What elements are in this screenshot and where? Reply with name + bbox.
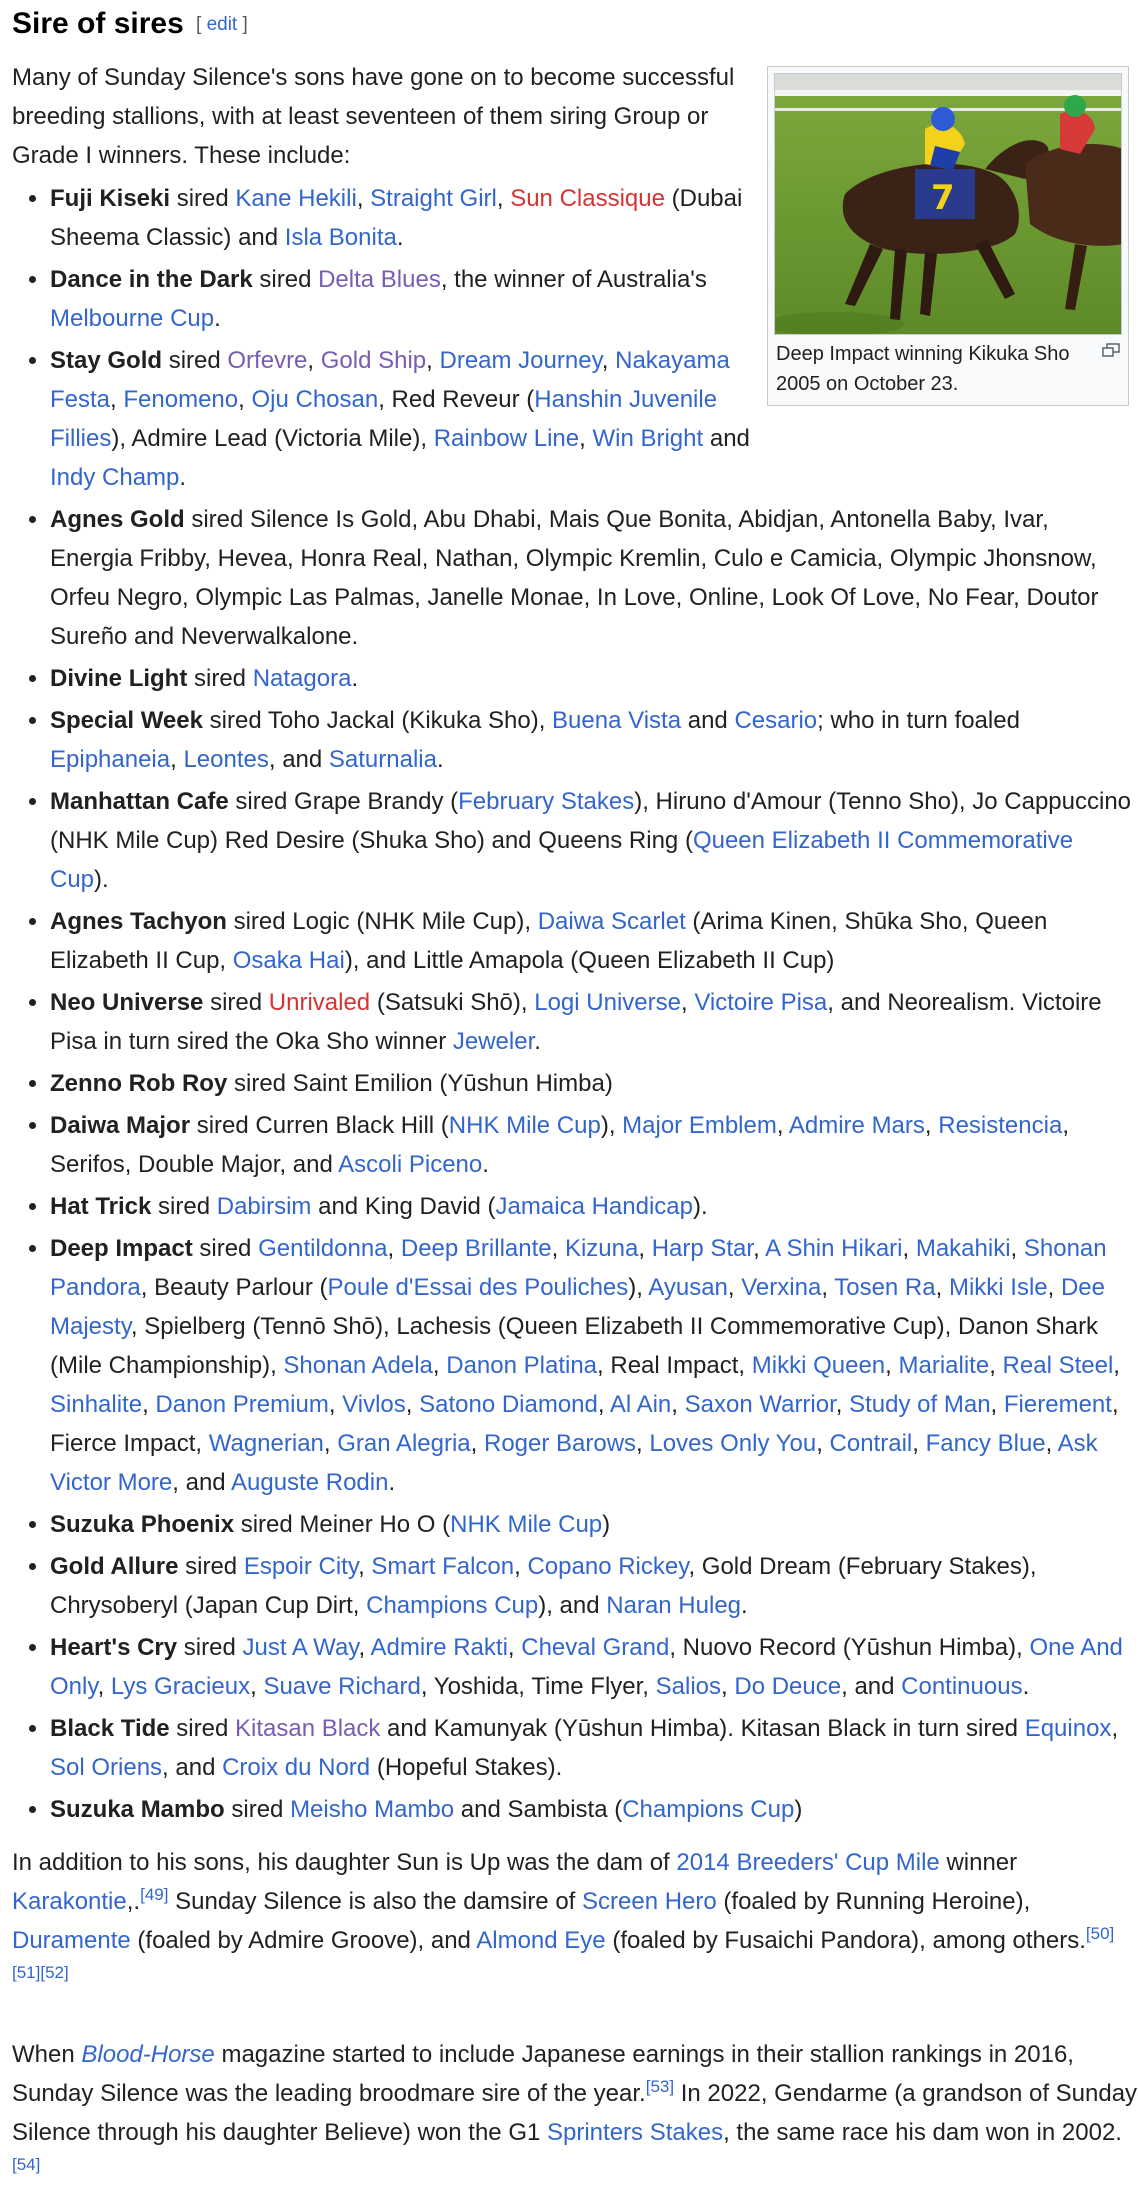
wiki-link[interactable]: Major Emblem xyxy=(622,1112,777,1139)
sire-name: Heart's Cry xyxy=(50,1634,178,1661)
wiki-link[interactable]: Marialite xyxy=(898,1352,990,1379)
list-item xyxy=(50,260,750,338)
text-run: sired Grape Brandy ( xyxy=(228,788,459,815)
wiki-link[interactable]: Naran Huleg xyxy=(606,1592,742,1619)
sire-name: Suzuka Phoenix xyxy=(50,1511,235,1538)
text-run: , xyxy=(110,386,124,413)
sire-name: Agnes Gold xyxy=(50,506,185,533)
text-run: , xyxy=(358,1634,371,1661)
wiki-link[interactable]: Victoire Pisa xyxy=(694,989,828,1016)
text-run: , xyxy=(990,1391,1004,1418)
text-run: magazine started to include Japanese earnings in their stallion rankings in 2016, Sunday Silence was the leading broodmare sire of the year. xyxy=(12,2041,1074,2107)
text-run: and Sambista ( xyxy=(454,1796,623,1823)
text-run: , xyxy=(496,185,511,212)
wiki-link[interactable]: Admire Mars xyxy=(788,1112,925,1139)
wiki-link[interactable]: Duramente xyxy=(12,1927,131,1954)
wiki-link[interactable]: Gran Alegria xyxy=(337,1430,471,1457)
wiki-link[interactable]: Blood-Horse xyxy=(81,2041,215,2068)
text-run: sired xyxy=(162,347,228,374)
wiki-link[interactable]: Fancy Blue xyxy=(925,1430,1046,1457)
text-run: and Kamunyak (Yūshun Himba). Kitasan Black in turn sired xyxy=(380,1715,1025,1742)
list-item xyxy=(50,1106,1138,1184)
sire-name: Special Week xyxy=(50,707,203,734)
wiki-link[interactable]: Makahiki xyxy=(915,1235,1011,1262)
wiki-link[interactable]: Al Ain xyxy=(609,1391,672,1418)
text-run: ), xyxy=(600,1112,623,1139)
list-item xyxy=(50,1547,1138,1625)
list-item xyxy=(50,1229,1138,1502)
text-run: (foaled by Admire Groove), and xyxy=(130,1927,477,1954)
text-run: , xyxy=(597,1391,610,1418)
text-run: ), and Little Amapola (Queen Elizabeth II Cup) xyxy=(344,947,835,974)
text-run: and xyxy=(681,707,735,734)
text-run: , Fierce Impact, xyxy=(50,1391,1119,1457)
text-run: When xyxy=(12,2041,82,2068)
wiki-link[interactable]: February Stakes xyxy=(458,788,635,815)
text-run: , xyxy=(356,185,371,212)
wiki-link[interactable]: Harp Star xyxy=(651,1235,754,1262)
text-run: , the same race his dam won in 2002. xyxy=(723,2119,1122,2146)
wiki-link[interactable]: Study of Man xyxy=(849,1391,991,1418)
text-run: , xyxy=(912,1430,926,1457)
wiki-link[interactable]: Deep Brillante xyxy=(400,1235,552,1262)
text-run: , xyxy=(1010,1235,1024,1262)
citation-link[interactable]: [52] xyxy=(40,1963,69,1982)
text-run: , the winner of Australia's xyxy=(440,266,707,293)
text-run: . xyxy=(351,665,359,692)
text-run: , xyxy=(902,1235,916,1262)
list-item xyxy=(50,1505,1138,1544)
text-run: In 2022, Gendarme (a grandson of Sunday Silence through his daughter Believe) won the G1 xyxy=(12,2080,1138,2146)
wiki-link[interactable]: Fierement xyxy=(1003,1391,1112,1418)
text-run: , xyxy=(816,1430,830,1457)
text-run: ) xyxy=(602,1511,611,1538)
wiki-link[interactable]: Natagora xyxy=(252,665,352,692)
wiki-link[interactable]: One And Only xyxy=(50,1634,1123,1700)
text-run: ; who in turn foaled xyxy=(817,707,1020,734)
wiki-link[interactable]: Dream Journey xyxy=(439,347,602,374)
text-run: sired xyxy=(177,1634,243,1661)
text-run: sired xyxy=(169,1715,235,1742)
text-run: sired Logic (NHK Mile Cup), xyxy=(226,908,538,935)
text-run: , xyxy=(470,1430,484,1457)
text-run: , xyxy=(636,1430,650,1457)
wiki-link[interactable]: Tosen Ra xyxy=(834,1274,936,1301)
text-run: sired xyxy=(170,185,236,212)
paragraph-gap xyxy=(12,1999,1138,2035)
text-run: . xyxy=(179,464,187,491)
text-run: (Hopeful Stakes). xyxy=(370,1754,563,1781)
citation-link[interactable]: [49] xyxy=(140,1885,169,1904)
sire-name: Black Tide xyxy=(50,1715,170,1742)
text-run: , xyxy=(821,1274,835,1301)
wiki-link[interactable]: Delta Blues xyxy=(318,266,441,293)
list-item xyxy=(50,1064,1138,1103)
citation-link[interactable]: [53] xyxy=(645,2077,675,2096)
wiki-link[interactable]: Sol Oriens xyxy=(50,1754,163,1781)
wiki-link[interactable]: Cheval Grand xyxy=(521,1634,670,1661)
wiki-link[interactable]: Jamaica Handicap xyxy=(495,1193,693,1220)
citation xyxy=(646,2077,674,2096)
sire-name: Manhattan Cafe xyxy=(50,788,229,815)
wiki-link[interactable]: Epiphaneia xyxy=(50,746,171,773)
text-run: , and xyxy=(268,746,329,773)
text-run: , xyxy=(1047,1274,1061,1301)
list-item xyxy=(50,782,1138,899)
wiki-link[interactable]: Meisho Mambo xyxy=(290,1796,455,1823)
text-run: , xyxy=(835,1391,850,1418)
sire-name: Dance in the Dark xyxy=(50,266,253,293)
list-item xyxy=(50,1709,1138,1787)
text-run: , xyxy=(721,1673,735,1700)
wiki-link[interactable]: Continuous xyxy=(901,1673,1023,1700)
wiki-link[interactable]: Leontes xyxy=(183,746,269,773)
wiki-link[interactable]: Dee Majesty xyxy=(50,1274,1105,1340)
wiki-link[interactable]: Satono Diamond xyxy=(419,1391,598,1418)
wiki-link[interactable]: Sinhalite xyxy=(50,1391,143,1418)
wiki-link[interactable]: Auguste Rodin xyxy=(231,1469,389,1496)
list-item xyxy=(50,902,1138,980)
wiki-link[interactable]: Fenomeno xyxy=(123,386,239,413)
text-run: ). xyxy=(692,1193,708,1220)
wiki-link[interactable]: Jeweler xyxy=(452,1028,535,1055)
wiki-link[interactable]: Isla Bonita xyxy=(284,224,397,251)
wiki-link[interactable]: Danon Premium xyxy=(155,1391,329,1418)
text-run: , Real Impact, xyxy=(597,1352,752,1379)
wiki-link[interactable]: Wagnerian xyxy=(208,1430,324,1457)
svg-text:7: 7 xyxy=(931,178,955,218)
text-run: , xyxy=(601,347,616,374)
text-run: , xyxy=(426,347,440,374)
wiki-link[interactable]: Vivlos xyxy=(342,1391,406,1418)
wiki-link[interactable]: Nakayama Festa xyxy=(50,347,730,413)
wiki-link[interactable]: Admire Rakti xyxy=(370,1634,508,1661)
text-run: . xyxy=(214,305,221,332)
figure-caption: Deep Impact winning Kikuka Sho 2005 on October 23. xyxy=(776,343,1070,395)
text-run: sired xyxy=(203,989,269,1016)
wiki-link[interactable]: 2014 Breeders' Cup Mile xyxy=(676,1849,940,1876)
sire-name: Stay Gold xyxy=(50,347,163,374)
text-run: ). xyxy=(94,866,109,893)
wiki-link[interactable]: Indy Champ xyxy=(50,464,180,491)
text-run: . xyxy=(482,1151,489,1178)
sire-name: Fuji Kiseki xyxy=(50,185,171,212)
wiki-link[interactable]: Unrivaled xyxy=(268,989,371,1016)
text-run: (foaled by Running Heroine), xyxy=(716,1888,1031,1915)
daughters-paragraph xyxy=(12,1843,1138,1999)
text-run: , Beauty Parlour ( xyxy=(140,1274,328,1301)
wiki-link[interactable]: Loves Only You xyxy=(649,1430,817,1457)
list-item xyxy=(50,983,1138,1061)
text-run: In addition to his sons, his daughter Sun is Up was the dam of xyxy=(12,1849,677,1876)
citation-link[interactable]: [50] xyxy=(1085,1924,1115,1943)
text-run: , and xyxy=(172,1469,231,1496)
text-run: ) xyxy=(794,1796,803,1823)
text-run: (Arima Kinen, Shūka Sho, Queen Elizabeth II Cup, xyxy=(50,908,1048,974)
sire-name: Neo Universe xyxy=(50,989,204,1016)
wiki-link[interactable]: Daiwa Scarlet xyxy=(537,908,686,935)
text-run: ), Admire Lead (Victoria Mile), xyxy=(111,425,434,452)
text-run: , and xyxy=(841,1673,902,1700)
wiki-link[interactable]: Croix du Nord xyxy=(222,1754,371,1781)
text-run: , xyxy=(142,1391,156,1418)
sire-name: Zenno Rob Roy xyxy=(50,1070,228,1097)
wiki-link[interactable]: Kane Hekili xyxy=(235,185,357,212)
sire-name: Agnes Tachyon xyxy=(50,908,227,935)
text-run: sired xyxy=(252,266,319,293)
text-run: , xyxy=(250,1673,264,1700)
wiki-link[interactable]: Do Deuce xyxy=(734,1673,842,1700)
wiki-link[interactable]: Copano Rickey xyxy=(527,1553,689,1580)
text-run: , Spielberg (Tennō Shō), Lachesis (Queen Elizabeth II Commemorative Cup), Danon Shark (Mile Championship), xyxy=(50,1313,1099,1379)
wiki-link[interactable]: Screen Hero xyxy=(582,1888,717,1915)
text-run: sired Saint Emilion (Yūshun Himba) xyxy=(227,1070,613,1097)
list-item xyxy=(50,1628,1138,1706)
wiki-link[interactable]: Almond Eye xyxy=(476,1927,606,1954)
citation xyxy=(12,1963,40,1982)
wiki-link[interactable]: NHK Mile Cup xyxy=(450,1511,603,1538)
wiki-link[interactable]: Ask Victor More xyxy=(50,1430,1098,1496)
text-run: sired Curren Black Hill ( xyxy=(190,1112,449,1139)
wiki-link[interactable]: Saturnalia xyxy=(328,746,437,773)
wiki-link[interactable]: Resistencia xyxy=(938,1112,1063,1139)
text-run: ), Hiruno d'Amour (Tenno Sho), Jo Cappuccino (NHK Mile Cup) Red Desire (Shuka Sho) and Queens Ring ( xyxy=(50,788,1132,854)
italic-wrapper xyxy=(81,2041,214,2068)
list-item xyxy=(50,659,1138,698)
sire-name: Daiwa Major xyxy=(50,1112,191,1139)
wiki-link[interactable]: Poule d'Essai des Pouliches xyxy=(327,1274,629,1301)
text-run: , Gold Dream (February Stakes), Chrysoberyl (Japan Cup Dirt, xyxy=(50,1553,1037,1619)
text-run: . xyxy=(741,1592,748,1619)
wiki-link[interactable]: Straight Girl xyxy=(370,185,497,212)
text-run: , xyxy=(432,1352,447,1379)
wiki-link[interactable]: Win Bright xyxy=(592,425,704,452)
wiki-link[interactable]: Mikki Queen xyxy=(751,1352,886,1379)
text-run: sired xyxy=(192,1235,259,1262)
wiki-link[interactable]: Salios xyxy=(655,1673,722,1700)
text-run: , xyxy=(507,1634,522,1661)
edit-section xyxy=(196,10,248,40)
text-run: sired xyxy=(178,1553,244,1580)
text-run: , xyxy=(1111,1715,1119,1742)
wiki-link[interactable]: NHK Mile Cup xyxy=(448,1112,601,1139)
wiki-link[interactable]: Buena Vista xyxy=(552,707,682,734)
text-run: , xyxy=(885,1352,899,1379)
text-run: ), and xyxy=(538,1592,607,1619)
edit-bracket-open: [ xyxy=(196,14,207,35)
citation-link[interactable]: [54] xyxy=(12,2155,41,2174)
text-run: , xyxy=(514,1553,528,1580)
text-run: sired Toho Jackal (Kikuka Sho), xyxy=(202,707,553,734)
wiki-link[interactable]: Gentildonna xyxy=(258,1235,388,1262)
sire-name: Deep Impact xyxy=(50,1235,193,1262)
text-run: , xyxy=(238,386,252,413)
wiki-link[interactable]: Sprinters Stakes xyxy=(547,2119,724,2146)
text-run: , xyxy=(680,989,695,1016)
sire-name: Gold Allure xyxy=(50,1553,179,1580)
wiki-link[interactable]: Contrail xyxy=(829,1430,913,1457)
text-run: , xyxy=(328,1391,343,1418)
text-run: , xyxy=(753,1235,766,1262)
text-run: , xyxy=(924,1112,939,1139)
text-run: Sunday Silence is also the damsire of xyxy=(168,1888,583,1915)
wiki-link[interactable]: Osaka Hai xyxy=(232,947,345,974)
wiki-link[interactable]: Ayusan xyxy=(648,1274,728,1301)
text-run: , xyxy=(97,1673,111,1700)
text-run: , xyxy=(323,1430,338,1457)
wiki-link[interactable]: Suave Richard xyxy=(263,1673,421,1700)
text-run: (Dubai Sheema Classic) and xyxy=(50,185,743,251)
wiki-link[interactable]: Smart Falcon xyxy=(371,1553,515,1580)
text-run: ,. xyxy=(126,1888,141,1915)
text-run: , xyxy=(170,746,184,773)
wiki-link[interactable]: Melbourne Cup xyxy=(50,305,215,332)
text-run: sired Silence Is Gold, Abu Dhabi, Mais Que Bonita, Abidjan, Antonella Baby, Ivar, Energia Fribby, Hevea, Honra Real, Nathan, Olympic Kremlin, Culo e Camicia, Olympic Jhonsnow, Orfeu Negro, Olympic Las Palmas, Janelle Monae, In Love, Online, Look Of Love, No Fear, Doutor Sureño and Neverwalkalone. xyxy=(50,506,1099,650)
text-run: . xyxy=(388,1469,396,1496)
text-run: , Nuovo Record (Yūshun Himba), xyxy=(669,1634,1030,1661)
text-run: . xyxy=(1022,1673,1030,1700)
citation xyxy=(1086,1924,1114,1943)
wiki-link[interactable]: Orfevre xyxy=(227,347,308,374)
wiki-link[interactable]: Espoir City xyxy=(243,1553,359,1580)
text-run: , xyxy=(1045,1430,1058,1457)
edit-link[interactable]: edit xyxy=(206,14,238,35)
text-run: , xyxy=(638,1235,652,1262)
wiki-link[interactable]: Danon Platina xyxy=(446,1352,598,1379)
wiki-link[interactable]: Shonan Pandora xyxy=(50,1235,1107,1301)
wiki-link[interactable]: Dabirsim xyxy=(216,1193,312,1220)
wiki-link[interactable]: A Shin Hikari xyxy=(765,1235,903,1262)
citation-link[interactable]: [51] xyxy=(12,1963,41,1982)
wiki-link[interactable]: Kizuna xyxy=(564,1235,639,1262)
section-body xyxy=(12,58,1138,2191)
wiki-link[interactable]: Saxon Warrior xyxy=(684,1391,836,1418)
wiki-link[interactable]: Mikki Isle xyxy=(948,1274,1048,1301)
wiki-link[interactable]: Roger Barows xyxy=(483,1430,637,1457)
text-run: , xyxy=(387,1235,401,1262)
list-item xyxy=(50,341,750,497)
wiki-link[interactable]: Rainbow Line xyxy=(433,425,580,452)
text-run: . xyxy=(396,224,404,251)
sire-name: Suzuka Mambo xyxy=(50,1796,225,1823)
text-run: , xyxy=(579,425,593,452)
text-run: , xyxy=(671,1391,685,1418)
edit-bracket-close: ] xyxy=(237,14,248,35)
intro-paragraph: Many of Sunday Silence's sons have gone on to become successful breeding stallions, with at least seventeen of them siring Group or Grade I winners. These include: xyxy=(12,64,735,169)
text-run: . xyxy=(534,1028,541,1055)
sire-name: Hat Trick xyxy=(50,1193,152,1220)
wiki-link[interactable]: Champions Cup xyxy=(622,1796,795,1823)
citation xyxy=(40,1963,68,1982)
wiki-link[interactable]: Champions Cup xyxy=(366,1592,539,1619)
sire-name: Divine Light xyxy=(50,665,188,692)
wiki-link[interactable]: Karakontie xyxy=(12,1888,127,1915)
wiki-link[interactable]: Verxina xyxy=(741,1274,822,1301)
broodmare-paragraph xyxy=(12,2035,1138,2191)
wiki-link[interactable]: Cesario xyxy=(734,707,818,734)
text-run: and King David ( xyxy=(311,1193,496,1220)
text-run: , xyxy=(307,347,321,374)
text-run: , xyxy=(727,1274,742,1301)
text-run: , xyxy=(551,1235,565,1262)
text-run: , and Neorealism. Victoire Pisa in turn sired the Oka Sho winner xyxy=(50,989,1102,1055)
text-run: , xyxy=(1113,1352,1120,1379)
wiki-link[interactable]: Ascoli Piceno xyxy=(338,1151,483,1178)
list-item xyxy=(50,1187,1138,1226)
text-run: , xyxy=(989,1352,1003,1379)
wiki-link[interactable]: Gold Ship xyxy=(320,347,427,374)
wiki-link[interactable]: Sun Classique xyxy=(510,185,665,212)
wiki-link[interactable]: Oju Chosan xyxy=(251,386,379,413)
wiki-link[interactable]: Queen Elizabeth II Commemorative Cup xyxy=(50,827,1074,893)
wiki-link[interactable]: Logi Universe xyxy=(534,989,681,1016)
wiki-link[interactable]: Real Steel xyxy=(1002,1352,1114,1379)
text-run: and xyxy=(703,425,750,452)
text-run: (foaled by Fusaichi Pandora), among others. xyxy=(605,1927,1086,1954)
text-run: , Serifos, Double Major, and xyxy=(50,1112,1069,1178)
text-run: (Satsuki Shō), xyxy=(370,989,535,1016)
list-item xyxy=(50,701,1138,779)
text-run: sired xyxy=(151,1193,217,1220)
text-run: , and xyxy=(162,1754,223,1781)
text-run: . xyxy=(436,746,444,773)
list-item xyxy=(50,1790,1138,1829)
text-run: , Red Reveur ( xyxy=(378,386,535,413)
wiki-link[interactable]: Kitasan Black xyxy=(234,1715,381,1742)
sons-list xyxy=(12,179,1138,1829)
wiki-link[interactable]: Lys Gracieux xyxy=(110,1673,251,1700)
text-run: , xyxy=(776,1112,789,1139)
text-run: , Yoshida, Time Flyer, xyxy=(420,1673,656,1700)
text-run: winner xyxy=(939,1849,1018,1876)
text-run: sired xyxy=(187,665,253,692)
list-item xyxy=(50,179,750,257)
text-run: sired xyxy=(224,1796,291,1823)
section-heading: Sire of sires xyxy=(12,7,184,40)
wiki-link[interactable]: Equinox xyxy=(1024,1715,1112,1742)
wiki-link[interactable]: Shonan Adela xyxy=(283,1352,433,1379)
text-run: sired Meiner Ho O ( xyxy=(234,1511,451,1538)
wiki-link[interactable]: Just A Way xyxy=(242,1634,359,1661)
text-run: , xyxy=(935,1274,949,1301)
text-run: ), xyxy=(628,1274,649,1301)
text-run: , xyxy=(405,1391,420,1418)
citation xyxy=(140,1885,168,1904)
wiki-link[interactable]: Hanshin Juvenile Fillies xyxy=(50,386,718,452)
list-item xyxy=(50,500,1138,656)
text-run: , xyxy=(358,1553,372,1580)
citation xyxy=(12,2155,40,2174)
